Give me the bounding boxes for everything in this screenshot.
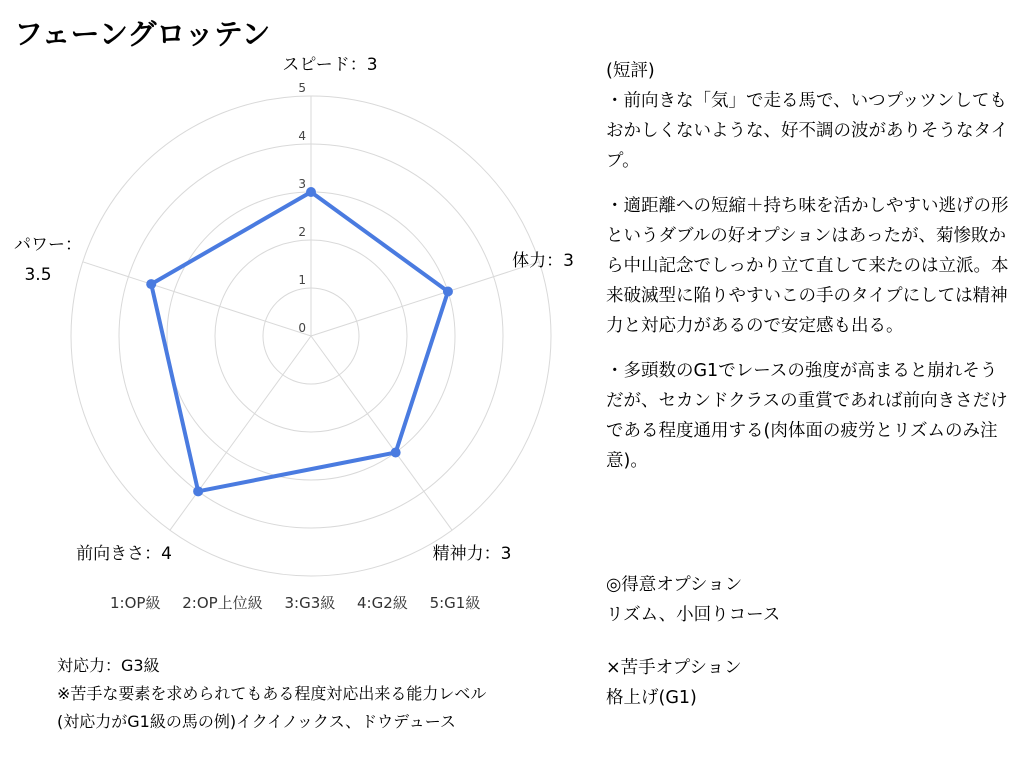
tick-label: 5 (298, 81, 306, 95)
data-point (146, 279, 156, 289)
tick-label: 4 (298, 129, 306, 143)
note-line: ※苦手な要素を求められてもある程度対応出来る能力レベル (57, 684, 487, 703)
radar-axis-labels (14, 55, 574, 564)
data-point (306, 187, 316, 197)
data-point (193, 486, 203, 496)
radar-spokes (83, 96, 540, 530)
good-options-value: リズム、小回りコース (606, 605, 781, 625)
tick-label: 1 (298, 273, 306, 287)
axis-spoke (311, 336, 452, 530)
review-paragraph: ・前向きな「気」で走る馬で、いつプッツンしてもおかしくないような、好不調の波がありそうなタイプ。 (606, 91, 1009, 171)
good-options (606, 570, 780, 630)
chart-legend (110, 592, 497, 613)
tick-label: 0 (298, 321, 306, 335)
options-section (606, 570, 780, 736)
note-line: (対応力がG1級の馬の例)イクイノックス、ドウデュース (57, 712, 456, 731)
good-options-title: ◎得意オプション (606, 575, 743, 595)
axis-label: 精神力：3 (432, 544, 512, 564)
data-point (391, 447, 401, 457)
axis-label: スピード：3 (282, 55, 378, 75)
axis-label: パワー： 3.5 (14, 235, 82, 285)
legend-item: 5:G1級 (429, 594, 481, 612)
tick-label: 3 (298, 177, 306, 191)
adaptability-note (57, 652, 486, 736)
radar-ticks (298, 81, 306, 335)
review-heading: (短評) (606, 61, 655, 81)
tick-label: 2 (298, 225, 306, 239)
axis-label: 体力：3 (512, 251, 574, 271)
bad-options-value: 格上げ(G1) (606, 688, 697, 708)
bad-options-title: ×苦手オプション (606, 658, 742, 678)
data-point (443, 287, 453, 297)
axis-spoke (170, 336, 311, 530)
legend-item: 2:OP上位級 (182, 594, 263, 612)
radar-chart (0, 0, 600, 590)
note-line: 対応力：G3級 (57, 656, 160, 675)
review-paragraph: ・多頭数のG1でレースの強度が高まると崩れそうだが、セカンドクラスの重賞であれば前向きさだけである程度通用する(肉体面の疲労とリズムのみ注意)。 (606, 361, 1008, 471)
legend-item: 1:OP級 (110, 594, 161, 612)
review-paragraph: ・適距離への短縮＋持ち味を活かしやすい逃げの形というダブルの好オプションはあったが、菊惨敗から中山記念でしっかり立て直して来たのは立派。本来破滅型に陥りやすいこの手のタイプにしては精神力と対応力があるので安定感も出る。 (606, 196, 1009, 336)
short-review (606, 56, 1012, 491)
axis-spoke (83, 262, 311, 336)
legend-item: 4:G2級 (357, 594, 408, 612)
axis-label: 前向きさ：4 (76, 544, 172, 564)
legend-item: 3:G3級 (284, 594, 336, 612)
bad-options (606, 653, 780, 713)
page-title: フェーングロッテン (14, 17, 271, 51)
